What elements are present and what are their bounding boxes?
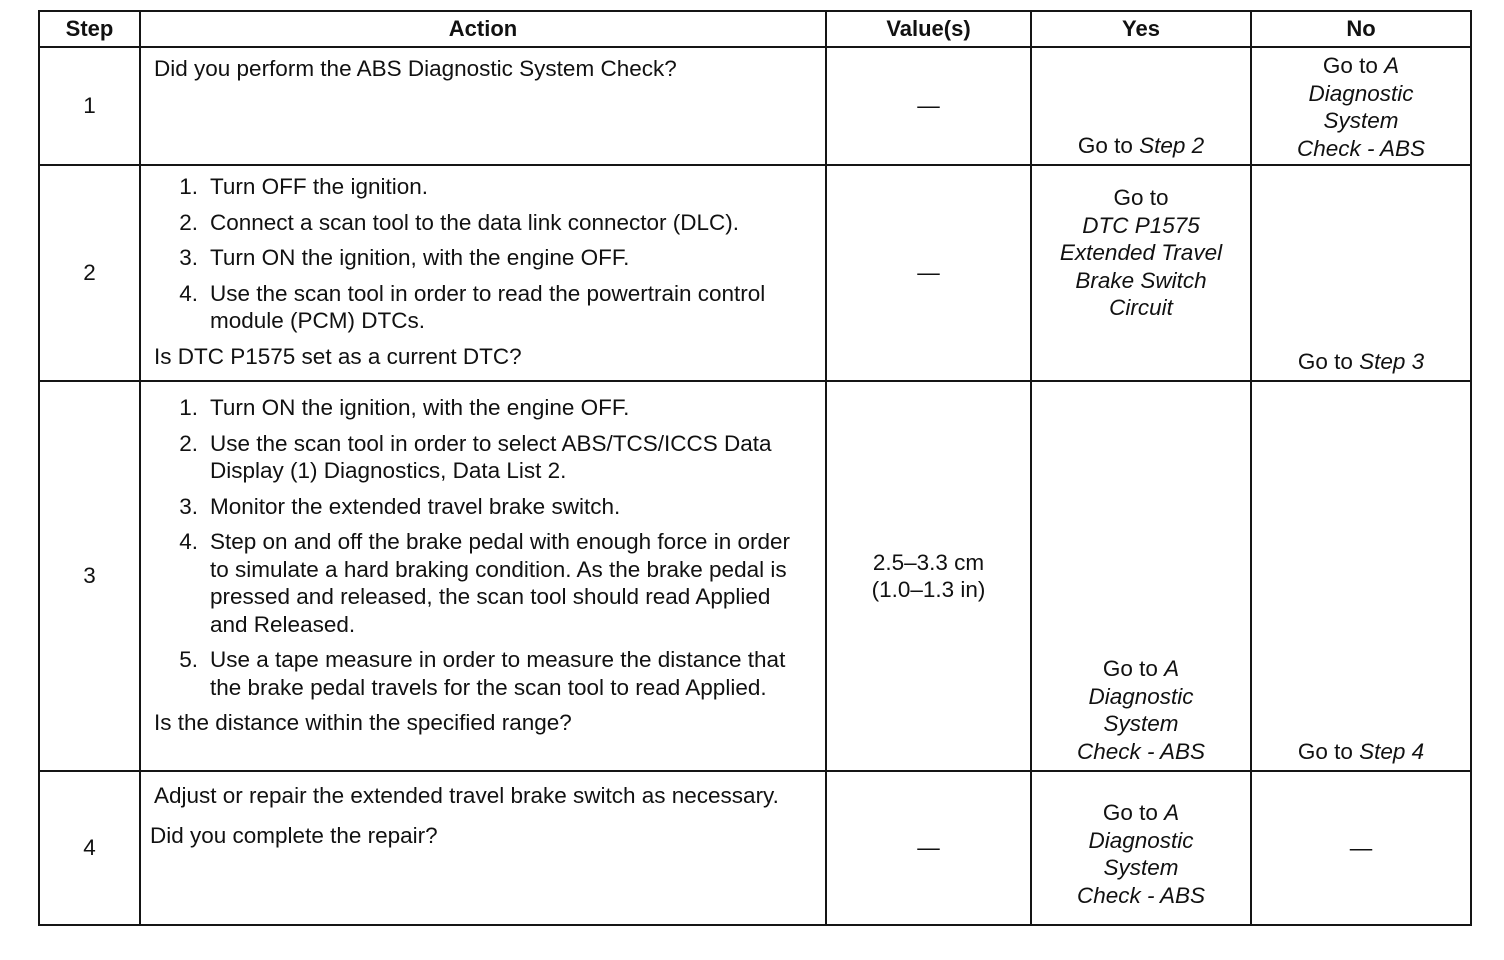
step-number: 4	[39, 771, 140, 925]
substep-number: 4.	[179, 529, 198, 554]
substep-item	[154, 280, 813, 335]
instruction-text: Adjust or repair the extended travel brake switch as necessary.	[154, 783, 779, 808]
substep-item	[154, 646, 813, 701]
substep-item	[154, 493, 813, 521]
no-result[interactable]	[1252, 52, 1470, 162]
yes-prefix: Go to	[1113, 185, 1169, 210]
substep-text: Use the scan tool in order to read the powertrain control module (PCM) DTCs.	[210, 280, 766, 333]
substep-text: Turn ON the ignition, with the engine OFF.	[210, 395, 630, 420]
value-cell	[826, 47, 1031, 165]
question-text: Did you complete the repair?	[150, 822, 438, 848]
no-prefix: Go to	[1297, 738, 1360, 764]
value-dash: —	[917, 93, 940, 119]
substep-number: 2.	[179, 209, 198, 235]
substep-item	[154, 528, 813, 638]
yes-target-line: Circuit	[1109, 295, 1173, 320]
substep-item	[154, 394, 813, 422]
substep-item	[154, 430, 813, 485]
yes-target-link[interactable]: Step 2	[1139, 132, 1205, 158]
yes-target-line: Brake Switch	[1075, 267, 1207, 293]
action-cell	[140, 771, 826, 925]
substep-text: Turn ON the ignition, with the engine OFF.	[210, 245, 630, 270]
yes-cell	[1031, 165, 1251, 381]
yes-target-line: Check - ABS	[1077, 882, 1205, 908]
no-cell	[1251, 381, 1471, 771]
yes-prefix: Go to	[1077, 132, 1140, 158]
substep-item	[154, 244, 813, 272]
diagnostic-table-container	[38, 10, 1472, 926]
yes-result[interactable]	[1032, 184, 1250, 322]
table-row	[39, 381, 1471, 771]
yes-result[interactable]	[1032, 799, 1250, 909]
step-number: 1	[39, 47, 140, 165]
no-target-link[interactable]: Step 3	[1359, 348, 1425, 374]
value-dash: —	[917, 835, 940, 861]
substep-list	[154, 394, 813, 701]
substep-item	[154, 209, 813, 237]
no-cell	[1251, 771, 1471, 925]
yes-result[interactable]	[1032, 655, 1250, 765]
substep-number: 3.	[179, 493, 198, 519]
yes-prefix: Go to	[1102, 656, 1165, 681]
substep-text: Use the scan tool in order to select ABS/TCS/ICCS Data Display (1) Diagnostics, Data List 2.	[210, 430, 772, 483]
substep-number: 4.	[179, 280, 198, 306]
substep-number: 5.	[179, 647, 198, 672]
yes-result	[1032, 132, 1250, 160]
yes-target-line: Diagnostic	[1088, 827, 1194, 853]
action-cell	[140, 381, 826, 771]
value-cell	[826, 165, 1031, 381]
no-target-line: System	[1323, 108, 1399, 133]
yes-target-line: A	[1164, 656, 1180, 681]
no-target-line: A	[1384, 53, 1400, 78]
substep-list	[154, 173, 813, 335]
value-imperial: (1.0–1.3 in)	[871, 577, 986, 602]
yes-target-line: System	[1103, 855, 1179, 881]
substep-text: Monitor the extended travel brake switch.	[210, 493, 621, 519]
substep-number: 1.	[179, 395, 198, 420]
substep-text: Use a tape measure in order to measure the distance that the brake pedal travels for the scan tool to read Applied.	[210, 647, 786, 700]
no-prefix: Go to	[1297, 348, 1360, 374]
no-result	[1252, 738, 1470, 766]
header-step: Step	[39, 11, 140, 47]
substep-number: 1.	[179, 174, 198, 199]
no-result	[1252, 834, 1470, 862]
header-action: Action	[140, 11, 826, 47]
table-row	[39, 165, 1471, 381]
yes-target-line: System	[1103, 711, 1179, 736]
table-row	[39, 771, 1471, 925]
value-dash: —	[917, 260, 940, 286]
header-row	[39, 11, 1471, 47]
no-cell	[1251, 165, 1471, 381]
substep-number: 3.	[179, 245, 198, 270]
step-number: 2	[39, 165, 140, 381]
substep-item	[154, 173, 813, 201]
yes-target-line: Extended Travel	[1059, 240, 1223, 265]
yes-target-line: A	[1164, 800, 1180, 826]
yes-target-line: Diagnostic	[1088, 683, 1194, 709]
no-target-line: Diagnostic	[1308, 80, 1414, 106]
substep-text: Turn OFF the ignition.	[210, 174, 429, 199]
question-text: Did you perform the ABS Diagnostic System Check?	[154, 56, 677, 81]
value-metric: 2.5–3.3 cm	[872, 549, 985, 575]
step-number: 3	[39, 381, 140, 771]
value-cell	[826, 771, 1031, 925]
diagnostic-table	[38, 10, 1472, 926]
yes-prefix: Go to	[1102, 800, 1165, 826]
no-result	[1252, 348, 1470, 376]
substep-text: Step on and off the brake pedal with enough force in order to simulate a hard braking condition. As the brake pedal is pressed and released, the scan tool should read Applied and Released.	[210, 529, 790, 637]
yes-target-line: Check - ABS	[1077, 738, 1205, 764]
yes-target-line: DTC P1575	[1082, 212, 1200, 238]
header-no: No	[1251, 11, 1471, 47]
header-yes: Yes	[1031, 11, 1251, 47]
no-cell	[1251, 47, 1471, 165]
action-cell	[140, 47, 826, 165]
substep-number: 2.	[179, 430, 198, 456]
substep-text: Connect a scan tool to the data link connector (DLC).	[210, 209, 740, 235]
yes-cell	[1031, 47, 1251, 165]
question-text: Is the distance within the specified range?	[154, 710, 572, 735]
action-cell	[140, 165, 826, 381]
no-target-line: Check - ABS	[1297, 135, 1425, 161]
header-values: Value(s)	[826, 11, 1031, 47]
no-prefix: Go to	[1322, 53, 1385, 78]
no-target-link[interactable]: Step 4	[1359, 738, 1425, 764]
yes-cell	[1031, 381, 1251, 771]
question-text: Is DTC P1575 set as a current DTC?	[154, 343, 522, 369]
yes-cell	[1031, 771, 1251, 925]
no-dash: —	[1349, 835, 1373, 861]
value-cell	[826, 381, 1031, 771]
table-row	[39, 47, 1471, 165]
